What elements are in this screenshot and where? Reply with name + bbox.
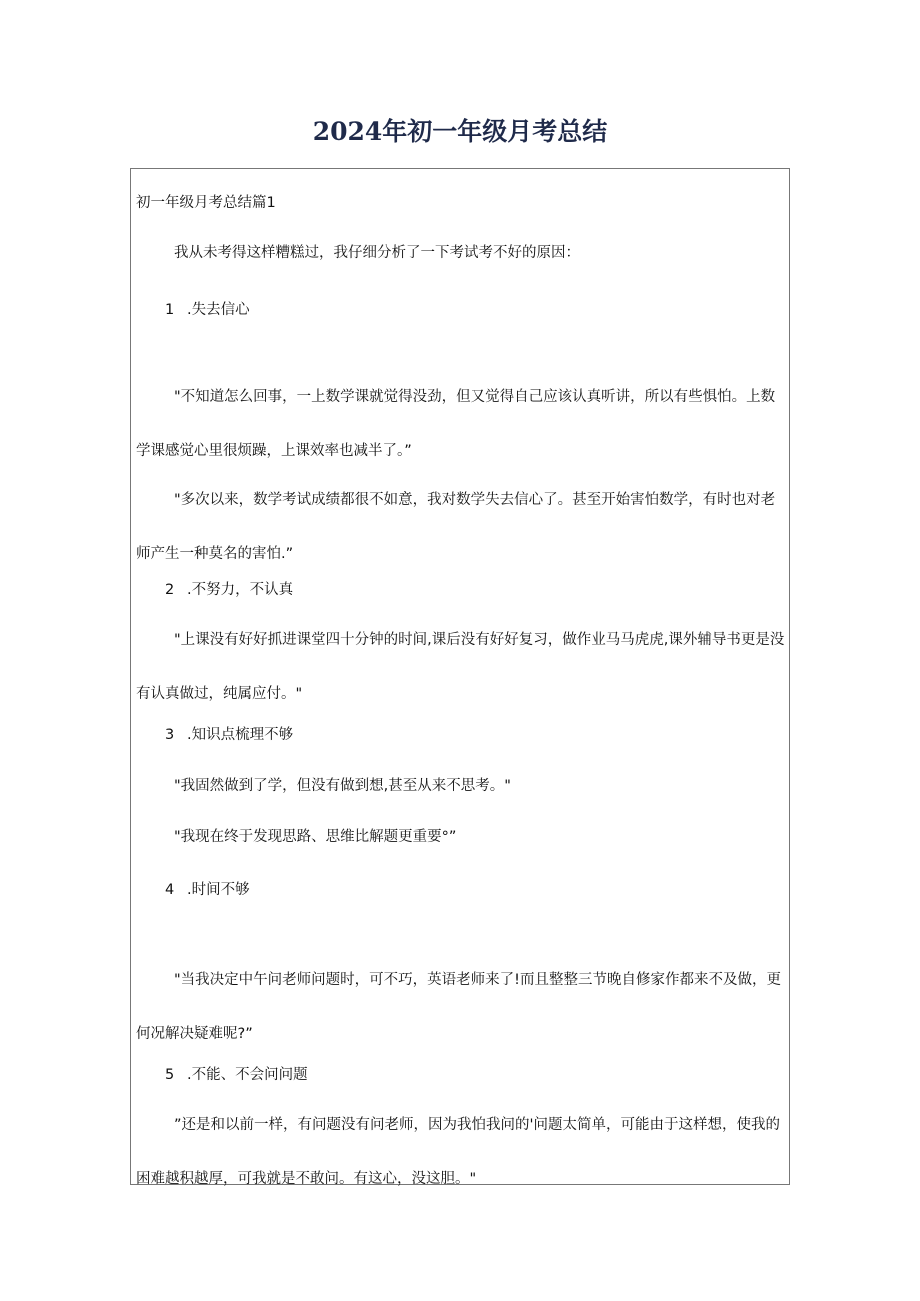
- item-number: 4: [165, 882, 175, 898]
- paragraph: ”还是和以前一样，有问题没有问老师，因为我怕我问的'问题太简单，可能由于这样想，使我的困难越积越厚，可我就是不敢问。有这心，没这胆。": [136, 1117, 780, 1187]
- item-title: .知识点梳理不够: [187, 727, 294, 743]
- item-heading: [165, 880, 250, 900]
- paragraph: "不知道怎么回事，一上数学课就觉得没劲，但又觉得自己应该认真听讲，所以有些惧怕。上数学课感觉心里很烦躁，上课效率也减半了。”: [136, 389, 776, 459]
- item-title: .不能、不会问问题: [187, 1067, 308, 1083]
- paragraph: "我现在终于发现思路、思维比解题更重要°”: [174, 829, 457, 845]
- content-frame: [130, 168, 790, 1185]
- item-title: .时间不够: [187, 882, 250, 898]
- paragraph: "当我决定中午问老师问题时，可不巧，英语老师来了!而且整整三节晚自修家作都来不及做，更何况解决疑难呢?”: [136, 972, 781, 1042]
- item-title: .不努力，不认真: [187, 582, 294, 598]
- item-heading: [165, 725, 293, 745]
- item-number: 5: [165, 1067, 175, 1083]
- item-heading: [165, 1065, 308, 1085]
- paragraph: "上课没有好好抓进课堂四十分钟的时间,课后没有好好复习，做作业马马虎虎,课外辅导书更是没有认真做过，纯属应付。": [136, 632, 785, 702]
- item-number: 3: [165, 727, 175, 743]
- section-heading: 初一年级月考总结篇1: [136, 195, 276, 211]
- item-heading: [165, 300, 250, 320]
- item-title: .失去信心: [187, 302, 250, 318]
- paragraph: "我固然做到了学，但没有做到想,甚至从来不思考。": [174, 778, 511, 794]
- document-title: 2024年初一年级月考总结: [312, 117, 608, 146]
- intro-paragraph: 我从未考得这样糟糕过，我仔细分析了一下考试考不好的原因：: [174, 245, 580, 261]
- item-number: 1: [165, 302, 175, 318]
- item-number: 2: [165, 582, 175, 598]
- paragraph: "多次以来，数学考试成绩都很不如意，我对数学失去信心了。甚至开始害怕数学，有时也对老师产生一种莫名的害怕.”: [136, 492, 776, 562]
- item-heading: [165, 580, 293, 600]
